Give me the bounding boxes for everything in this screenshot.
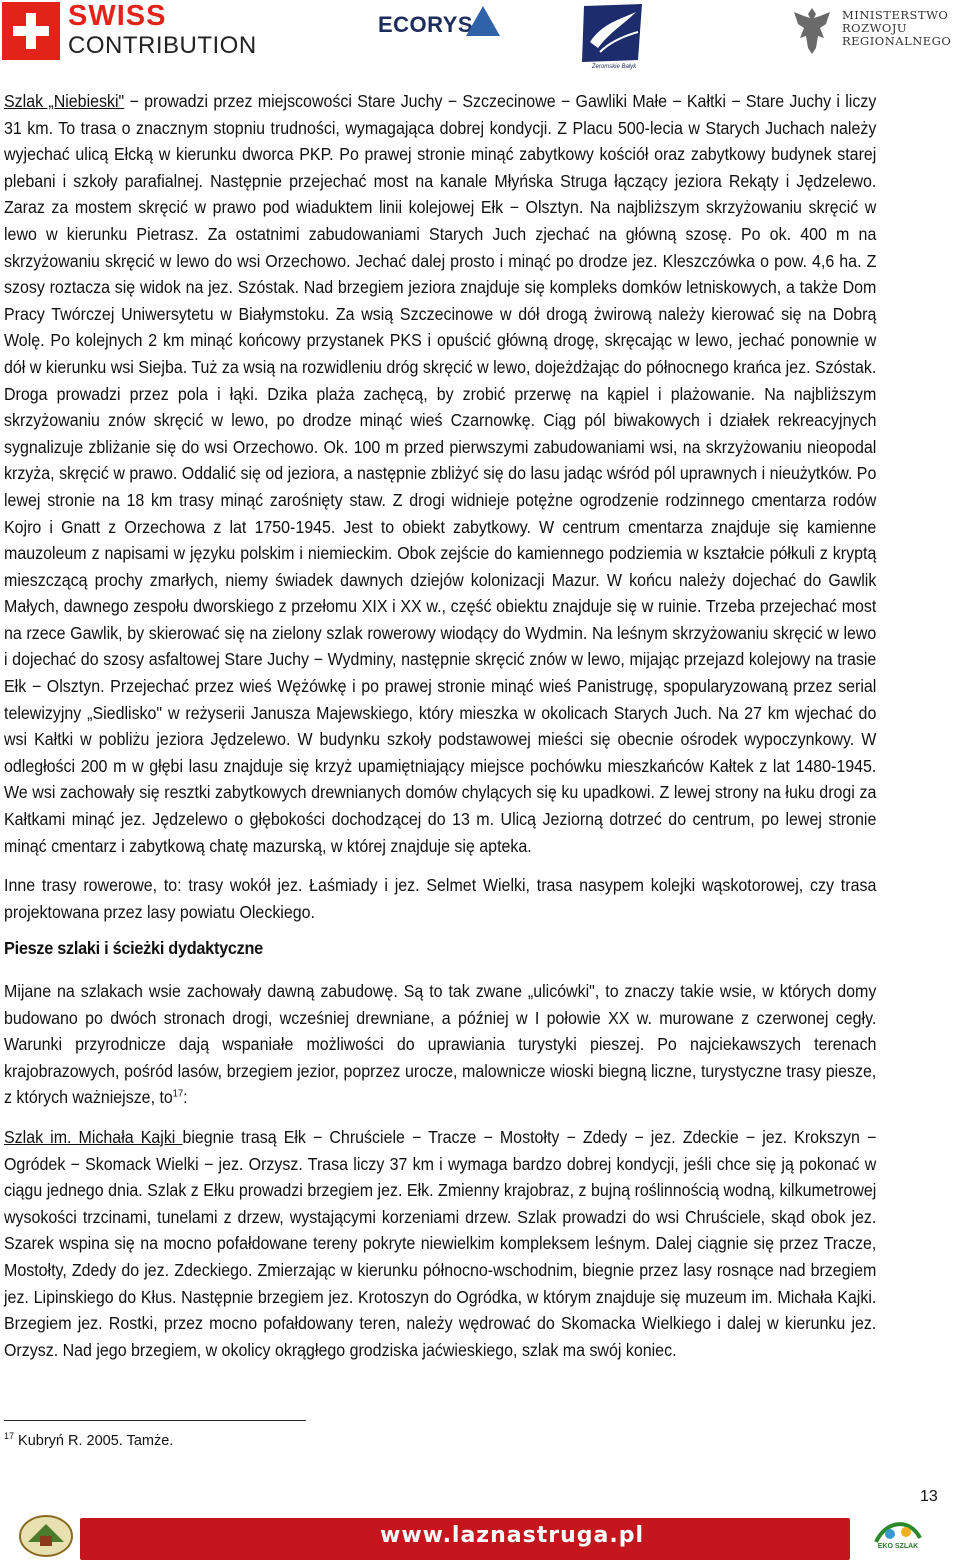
paragraph-szlak-niebieski [4, 88, 876, 859]
footnote-number: 17 [4, 1431, 15, 1442]
page-number: 13 [920, 1488, 938, 1505]
section-heading: Piesze szlaki i ścieżki dydaktyczne [4, 938, 263, 958]
eagle-emblem-icon [790, 4, 834, 58]
paragraph-mijane [4, 978, 876, 1111]
paragraph-tail: : [183, 1087, 188, 1108]
swiss-cross-logo [2, 2, 60, 60]
ecorys-triangle-icon [466, 6, 500, 36]
paragraph-szlak-kajki [4, 1124, 876, 1363]
szlak-kajki-title: Szlak im. Michała Kajki [4, 1127, 183, 1147]
footnote-ref[interactable]: 17 [172, 1088, 184, 1100]
page-header [0, 0, 960, 80]
paragraph-text: − prowadzi przez miejscowości Stare Juchy − Szczecinowe − Gawliki Małe − Kałtki − Stare Juchy i liczy 31 km. To trasa o znacznym stopniu trudności, wymagająca dobrej kondycji. Z Placu 500-lecia w Starych Juchach należy wyjechać ulicą Ełcką w kierunku dworca PKP. Po prawej stronie minąć zabytkowy kościół oraz zabytkowy budynek starej plebani i szkoły parafialnej. Następnie przejechać most na kanale Młyńska Struga łączący jeziora Rekąty i Jędzelewo. Zaraz za mostem skręcić w prawo pod wiaduktem linii kolejowej Ełk − Olsztyn. Na najbliższym skrzyżowaniu skręcić w lewo w kierunku Pietrasz. Za ostatnimi zabudowaniami Starych Juch zjechać na główną szosę. Po ok. 400 m na skrzyżowaniu skręcić w lewo do wsi Orzechowo. Jechać dalej prosto i minąć po drodze jez. Kleszczówka o pow. 4,6 ha. Z szosy roztacza się widok na jez. Szóstak. Nad brzegiem jeziora znajduje się kompleks domków letniskowych, a także Dom Pracy Twórczej Uniwersytetu w Białymstoku. Za wsią Szczecinowe w dół drogą żwirową należy kierować się na Dobrą Wolę. Po kolejnych 2 km minąć końcowy przystanek PKS i opuścić główną drogę, skręcając w lewo, jechać ponownie w dół w kierunku wsi Siejba. Tuż za wsią na rozwidleniu dróg skręcić w lewo, dojeżdżając do północnego krańca jez. Szóstak. Droga prowadzi przez pola i łąki. Dzika plaża zachęcą, by zrobić przerwę na kąpiel i plażowanie. Na najbliższym skrzyżowaniu znów skręcić w lewo, po drodze minąć wieś Czarnowkę. Ciąg pól biwakowych i działek rekreacyjnych sygnalizuje zbliżanie się do wsi Orzechowo. Ok. 100 m przed pierwszymi zabudowaniami wsi, na skrzyżowaniu nieopodal krzyża, skręcić w prawo. Oddalić się od jeziora, a następnie zbliżyć się do lasu jadąc wśród pól uprawnych i nieużytków. Po lewej stronie na 18 km trasy minąć zarośnięty staw. Z drogi widnieje potężne ogrodzenie rodzinnego cmentarza rodów Kojro i Gnatt z Orzechowa z lat 1750-1945. Jest to obiekt zabytkowy. W centrum cmentarza znajduje się kamienne mauzoleum z napisami w języku polskim i niemieckim. Obok zejście do kamiennego podziemia w kształcie półkuli z kryptą mieszczącą prochy zmarłych, niemy świadek dawnych dziejów kolonizacji Mazur. W końcu należy dojechać do Gawlik Małych, dawnego zespołu dworskiego z przełomu XIX i XX w., część obiektu znajduje się w ruinie. Trzeba przejechać most na rzece Gawlik, by skierować się na zielony szlak rowerowy wiodący do Wydmin. Na leśnym skrzyżowaniu skręcić w lewo i dojechać do szosy asfaltowej Stare Juchy − Wydminy, następnie skręcić znów w lewo, mijając przejazd kolejowy na trasie Ełk − Olsztyn. Przejechać przez wieś Wężówkę i po prawej stronie minąć wieś Panistrugę, spopularyzowaną przez serial telewizyjny „Siedlisko" w reżyserii Janusza Majewskiego, który mieszka w okolicach Starych Juch. Na 27 km wjechać do wsi Kałtki w pobliżu jeziora Jędzelewo. W budynku szkoły podstawowej mieści się obecnie ośrodek wypoczynkowy. W odległości 200 m w głębi lasu znajduje się krzyż upamiętniający miejsce pochówku mieszkańców Kałtek z lat 1480-1945. We wsi zachowały się resztki zabytkowych drewnianych domów chylących się ku upadkowi. Z lewej strony na łuku drogi za Kałtkami minąć jez. Jędzelewo o głębokości dochodzącej do 13 m. Ulicą Jeziorną dotrzeć do centrum, po lewej stronie minąć cmentarz i zabytkową chatę mazurską, w której znajduje się apteka. [4, 91, 877, 856]
paragraph-text: biegnie trasą Ełk − Chruściele − Tracze − Mostołty − Zdedy − jez. Zdeckie − jez. Krokszyn − Ogródek − Skomack Wielki − jez. Orzysz. Trasa liczy 37 km i wymaga bardzo dobrej kondycji, jeśli chce się ją pokonać w ciągu jednego dnia. Szlak z Ełku prowadzi brzegiem jez. Ełk. Zmienny krajobraz, z bujną roślinnością wodną, kilkumetrowej wysokości trzcinami, tunelami z drzew, wystającymi korzeniami drzew. Szlak prowadzi do wsi Chruściele, skąd obok jez. Szarek wspina się na mocno pofałdowane tereny pokryte niewielkim kompleksem leśnym. Dalej ciągnie się przez Tracze, Mostołty, Zdedy do jez. Zdeckiego. Zmierzając w kierunku północno-wschodnim, biegnie przez lasy rosnące nad brzegiem jez. Lipinskiego do Kłus. Następnie brzegiem jez. Krotoszyn do Ogródka, w którym znajduje się muzeum im. Michała Kajki. Brzegiem jez. Rostki, przez mocno pofałdowany teren, należy wędrować do Skomacka Wielkiego i dalej w kierunku jez. Orzysz. Nad jego brzegiem, w okolicy okrągłego grodziska jaćwieskiego, szlak ma swój koniec. [4, 1127, 877, 1360]
laznastruga-logo [14, 1512, 78, 1562]
ministry-line: ROZWOJU [842, 21, 908, 35]
swiss-logo-top: SWISS [68, 0, 167, 32]
footnote [4, 1433, 173, 1449]
swiss-contribution-logo [68, 2, 257, 58]
paragraph-inne-trasy [4, 872, 876, 925]
zeromskie-caption: Żeromskie Bałyk [591, 64, 637, 70]
eko-szlak-logo [868, 1512, 928, 1562]
paragraph-text: Mijane na szlakach wsie zachowały dawną zabudowę. Są to tak zwane „ulicówki", to znaczy takie wsie, w których domy budowano po dwóch stronach drogi, wcześniej drewniane, a później w I połowie XX w. murowane z czerwonej cegły. Warunki przyrodnicze dają wspaniałe możliwości do uprawiania turystyki pieszej. Po najciekawszych terenach krajobrazowych, pośród lasów, brzegiem jezior, poprzez urocze, malownicze wioski biegną liczne, turystyczne trasy piesze, z których ważniejsze, to [4, 981, 877, 1108]
ecorys-logo [378, 12, 473, 38]
footnote-text: Kubryń R. 2005. Tamże. [14, 1433, 174, 1449]
ministry-line: MINISTERSTWO [842, 8, 949, 22]
swiss-logo-bottom: CONTRIBUTION [68, 32, 257, 59]
ministry-name [842, 9, 952, 48]
szlak-niebieski-title: Szlak „Niebieski" [4, 91, 125, 111]
eko-szlak-text: EKO SZLAK [877, 1543, 919, 1550]
zeromskie-logo [580, 2, 646, 64]
paragraph-text: Inne trasy rowerowe, to: trasy wokół jez. Łaśmiady i jez. Selmet Wielki, trasa nasypem kolejki wąskotorowej, czy trasa projektowana przez lasy powiatu Oleckiego. [4, 875, 877, 922]
footnote-divider [4, 1420, 306, 1421]
ministry-line: REGIONALNEGO [842, 34, 952, 48]
footer-url[interactable]: www.laznastruga.pl [380, 1523, 644, 1548]
ecorys-logo-text: ECORYS [378, 12, 474, 37]
